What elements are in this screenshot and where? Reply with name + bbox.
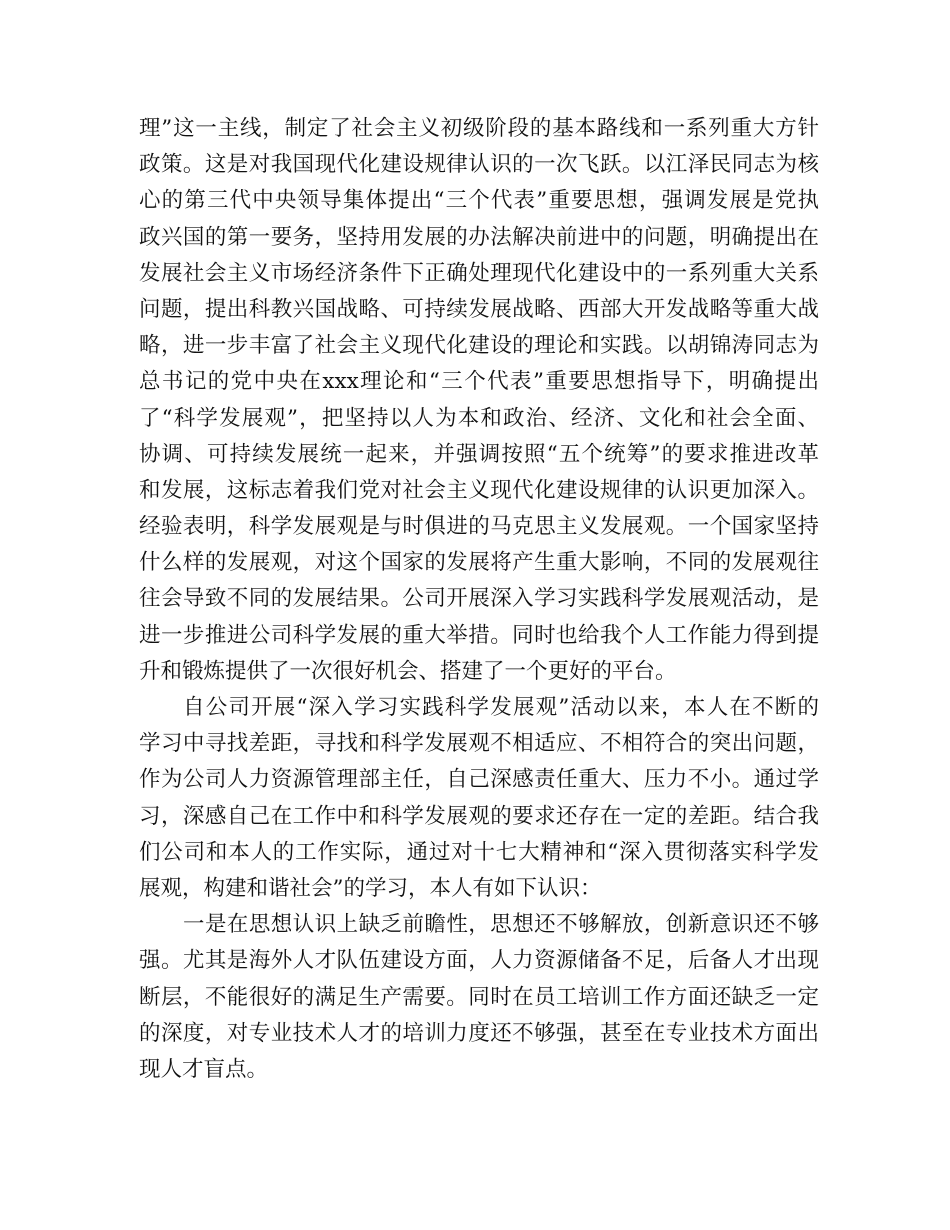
text-line: 自公司开展“深入学习实践科学发展观”活动以来，本人在不断的 xyxy=(183,695,819,720)
text-line: 展观，构建和谐社会”的学习，本人有如下认识： xyxy=(139,875,602,901)
text-line: 往会导致不同的发展结果。公司开展深入学习实践科学发展观活动，是 xyxy=(139,586,819,612)
text-line: 理”这一主线，制定了社会主义初级阶段的基本路线和一系列重大方针 xyxy=(139,116,819,141)
text-line: 的深度，对专业技术人才的培训力度还不够强，甚至在专业技术方面出 xyxy=(139,1020,819,1046)
text-line: 政兴国的第一要务，坚持用发展的办法解决前进中的问题，明确提出在 xyxy=(139,224,819,250)
text-line: 一是在思想认识上缺乏前瞻性，思想还不够解放，创新意识还不够 xyxy=(183,912,819,938)
text-line: 进一步推进公司科学发展的重大举措。同时也给我个人工作能力得到提 xyxy=(139,622,819,648)
text-line: 升和锻炼提供了一次很好机会、搭建了一个更好的平台。 xyxy=(139,658,677,684)
text-line: 经验表明，科学发展观是与时俱进的马克思主义发展观。一个国家坚持 xyxy=(139,514,819,540)
text-line: 和发展，这标志着我们党对社会主义现代化建设规律的认识更加深入。 xyxy=(139,477,819,503)
text-line: 现人才盲点。 xyxy=(139,1056,269,1082)
paragraph xyxy=(139,907,819,1088)
paragraph xyxy=(139,690,819,907)
text-line: 强。尤其是海外人才队伍建设方面，人力资源储备不足，后备人才出现 xyxy=(139,948,819,974)
paragraph xyxy=(139,111,819,690)
text-line: 作为公司人力资源管理部主任，自己深感责任重大、压力不小。通过学 xyxy=(139,767,819,793)
text-line: 什么样的发展观，对这个国家的发展将产生重大影响，不同的发展观往 xyxy=(139,550,819,576)
text-line: 政策。这是对我国现代化建设规律认识的一次飞跃。以江泽民同志为核 xyxy=(139,152,819,178)
text-line: 断层，不能很好的满足生产需要。同时在员工培训工作方面还缺乏一定 xyxy=(139,984,819,1010)
document-body xyxy=(139,111,819,1088)
text-line: 学习中寻找差距，寻找和科学发展观不相适应、不相符合的突出问题， xyxy=(139,731,819,757)
text-line: 了“科学发展观”，把坚持以人为本和政治、经济、文化和社会全面、 xyxy=(139,405,819,431)
text-line: 们公司和本人的工作实际，通过对十七大精神和“深入贯彻落实科学发 xyxy=(139,839,819,865)
text-line: 问题，提出科教兴国战略、可持续发展战略、西部大开发战略等重大战 xyxy=(139,296,819,322)
text-line: 发展社会主义市场经济条件下正确处理现代化建设中的一系列重大关系 xyxy=(139,260,819,286)
text-line: 协调、可持续发展统一起来，并强调按照“五个统筹”的要求推进改革 xyxy=(139,441,819,467)
text-line: 略，进一步丰富了社会主义现代化建设的理论和实践。以胡锦涛同志为 xyxy=(139,333,819,359)
text-line: 总书记的党中央在xxx理论和“三个代表”重要思想指导下，明确提出 xyxy=(139,369,819,395)
text-line: 习，深感自己在工作中和科学发展观的要求还存在一定的差距。结合我 xyxy=(139,803,819,829)
text-line: 心的第三代中央领导集体提出“三个代表”重要思想，强调发展是党执 xyxy=(139,188,819,214)
